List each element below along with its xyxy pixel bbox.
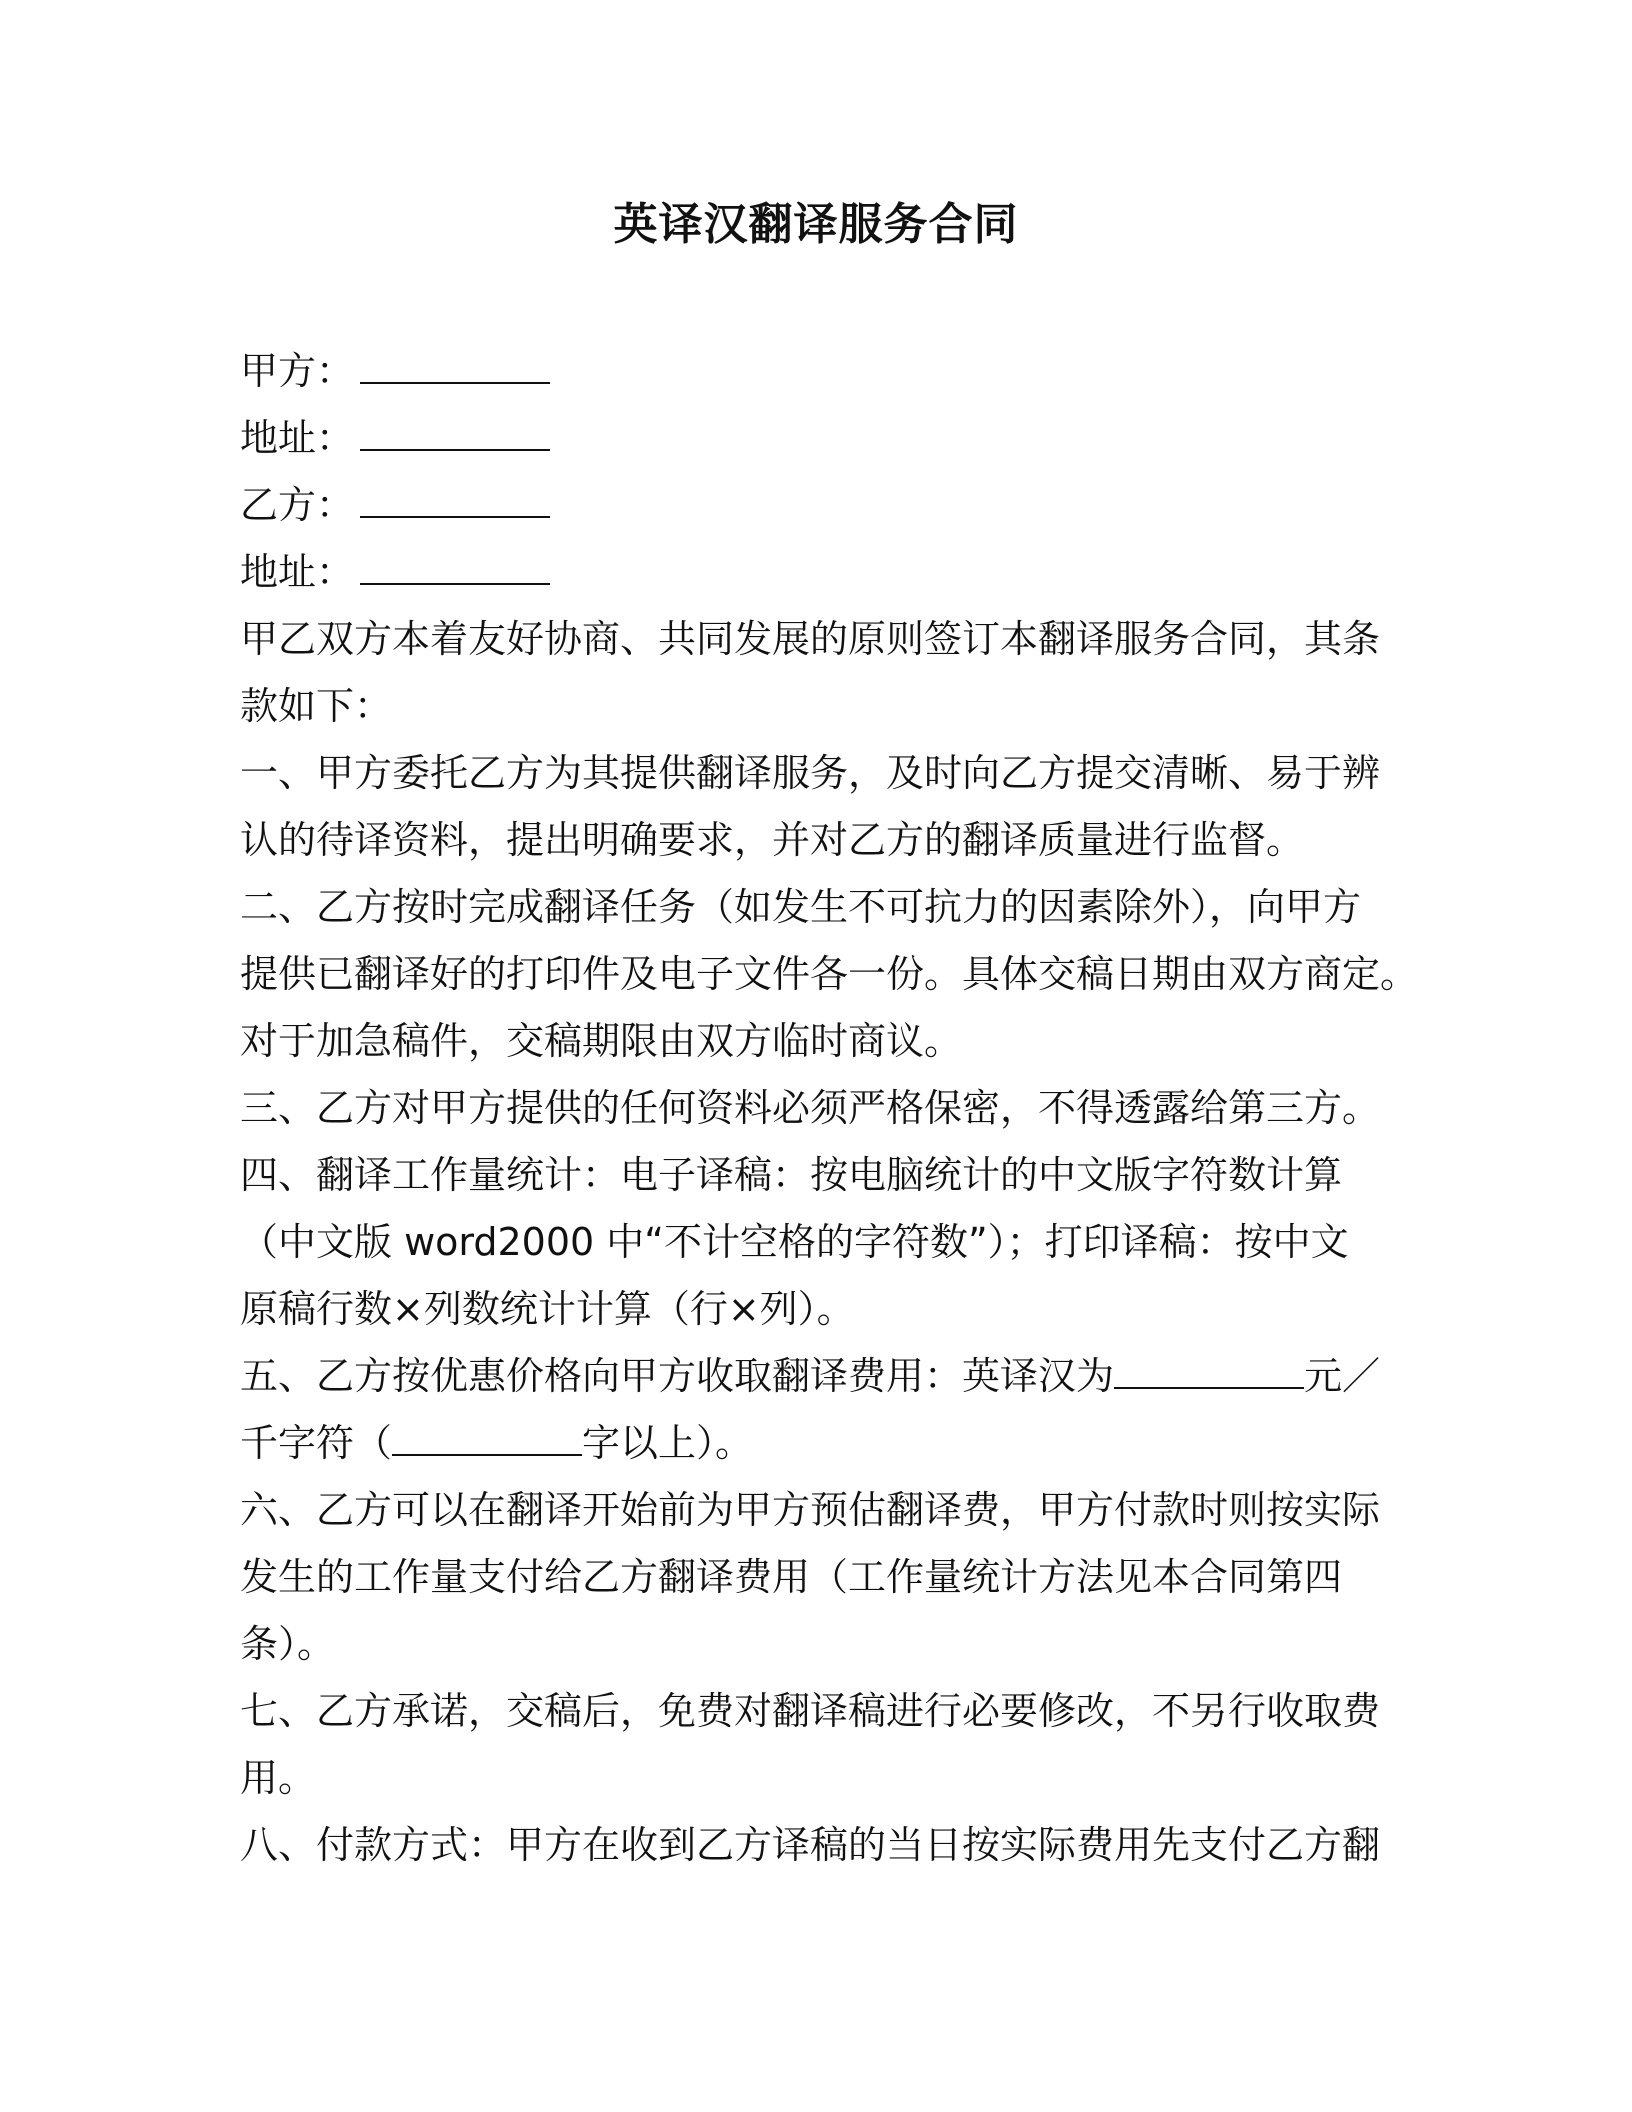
- preamble-line: 款如下：: [240, 684, 393, 728]
- clause-7-line: 用。: [240, 1756, 317, 1800]
- clause-5-line: [240, 1343, 1390, 1410]
- clause-5-text: 五、乙方按优惠价格向甲方收取翻译费用：英译汉为: [240, 1354, 1115, 1398]
- clause-7-line: 七、乙方承诺，交稿后，免费对翻译稿进行必要修改，不另行收取费: [240, 1689, 1381, 1733]
- clause-2-line: 提供已翻译好的打印件及电子文件各一份。具体交稿日期由双方商定。: [240, 952, 1419, 996]
- clause-4-line: （中文版 word2000 中“不计空格的字符数”）；打印译稿：按中文: [240, 1220, 1349, 1264]
- field-label: 地址：: [240, 550, 355, 594]
- clause-2-line: 二、乙方按时完成翻译任务（如发生不可抗力的因素除外），向甲方: [240, 885, 1362, 929]
- clause-6-line: 发生的工作量支付给乙方翻译费用（工作量统计方法见本合同第四: [240, 1555, 1343, 1599]
- fill-in-blank: [360, 352, 550, 384]
- field-party-a: [240, 338, 1390, 405]
- field-party-b: [240, 472, 1390, 539]
- fill-in-blank: [360, 419, 550, 451]
- preamble-line: 甲乙双方本着友好协商、共同发展的原则签订本翻译服务合同，其条: [240, 617, 1381, 661]
- clause-5-line: [240, 1410, 1390, 1477]
- field-address-a: [240, 405, 1390, 472]
- fill-in-blank: [360, 553, 550, 585]
- clause-6-line: 条）。: [240, 1622, 336, 1666]
- clause-2-line: 对于加急稿件，交稿期限由双方临时商议。: [240, 1019, 963, 1063]
- fill-in-blank: [392, 1424, 582, 1456]
- contract-body: [240, 338, 1419, 1879]
- clause-3-line: 三、乙方对甲方提供的任何资料必须严格保密，不得透露给第三方。: [240, 1086, 1381, 1130]
- clause-4-line: 原稿行数×列数统计计算（行×列）。: [240, 1287, 855, 1331]
- clause-5-text: 元／: [1304, 1354, 1381, 1398]
- clause-5-text: 千字符（: [240, 1421, 393, 1465]
- clause-4-line: 四、翻译工作量统计：电子译稿：按电脑统计的中文版字符数计算: [240, 1153, 1343, 1197]
- clause-1-line: 认的待译资料，提出明确要求，并对乙方的翻译质量进行监督。: [240, 818, 1305, 862]
- field-address-b: [240, 539, 1390, 606]
- clause-1-line: 一、甲方委托乙方为其提供翻译服务，及时向乙方提交清晰、易于辨: [240, 751, 1381, 795]
- fill-in-blank: [360, 486, 550, 518]
- field-label: 地址：: [240, 416, 355, 460]
- fill-in-blank: [1114, 1357, 1304, 1389]
- clause-8-line: 八、付款方式：甲方在收到乙方译稿的当日按实际费用先支付乙方翻: [240, 1823, 1381, 1867]
- field-label: 乙方：: [240, 483, 355, 527]
- field-label: 甲方：: [240, 349, 355, 393]
- clause-5-text: 字以上）。: [582, 1421, 754, 1465]
- clause-6-line: 六、乙方可以在翻译开始前为甲方预估翻译费，甲方付款时则按实际: [240, 1488, 1381, 1532]
- document-title: 英译汉翻译服务合同: [613, 199, 1019, 250]
